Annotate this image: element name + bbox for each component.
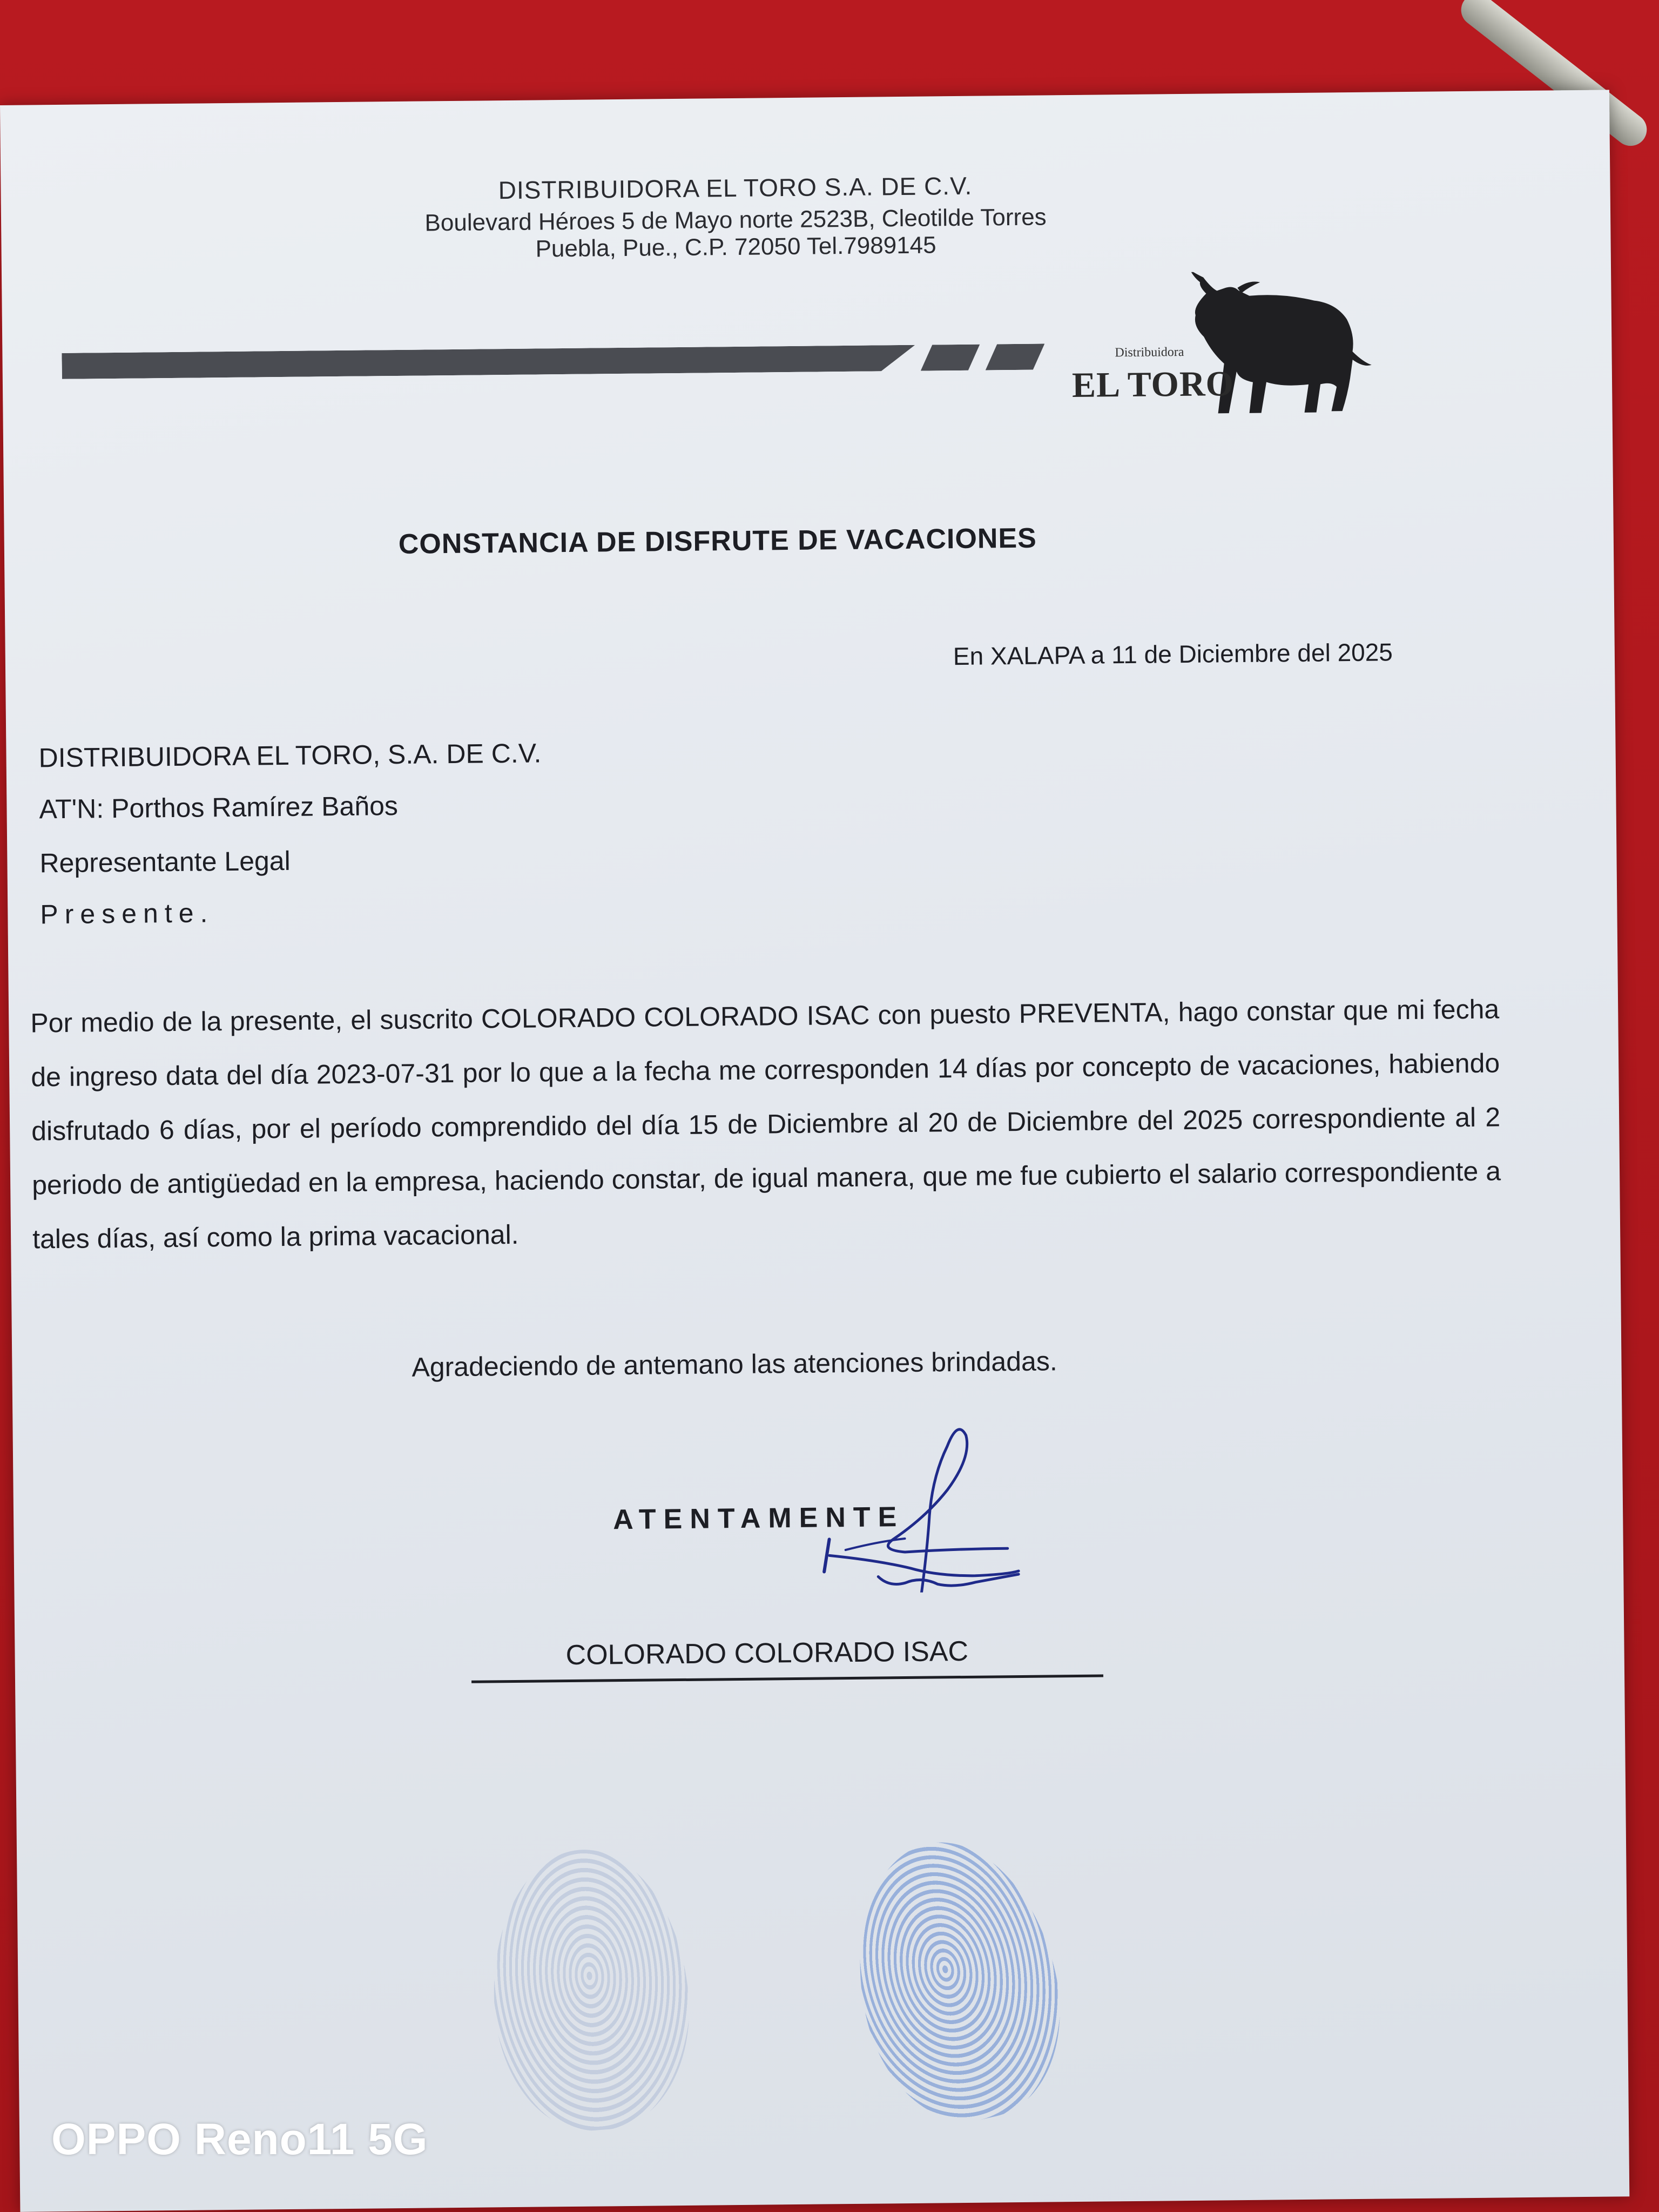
handwritten-signature: [812, 1413, 1067, 1593]
camera-watermark: OPPO Reno11 5G: [51, 2115, 428, 2164]
logo-subtitle: Distribuidora: [1115, 345, 1184, 360]
document-title: CONSTANCIA DE DISFRUTE DE VACACIONES: [398, 522, 1037, 560]
signature-line: [471, 1675, 1103, 1683]
body-paragraph: Por medio de la presente, el suscrito COLORADO COLORADO ISAC con puesto PREVENTA, hago constar que mi fecha de ingreso data del día 2023-07-31 por lo que a la fecha me corresponden 14 días por concepto de vacaciones, habiendo disfrutado 6 días, por el período comprendido del día 15 de Diciembre al 20 de Diciembre del 2025 correspondiente al 2 periodo de antigüedad en la empresa, haciendo constar, de igual manera, que me fue cubierto el salario correspondiente a tales días, así como la prima vacacional.: [30, 994, 1501, 1255]
closing-atentamente: ATENTAMENTE: [612, 1501, 905, 1536]
header-bar-segment: [985, 343, 1044, 370]
dateline: En XALAPA a 11 de Diciembre del 2025: [953, 638, 1393, 671]
recipient-company: DISTRIBUIDORA EL TORO, S.A. DE C.V.: [38, 738, 542, 773]
header-bar-segment: [920, 345, 980, 371]
letterhead-address-line2: Puebla, Pue., C.P. 72050 Tel.7989145: [535, 232, 936, 262]
recipient-greeting: Presente.: [40, 898, 214, 930]
fingerprint-right: [832, 1823, 1083, 2139]
company-logo: [1071, 271, 1375, 446]
thanks-line: Agradeciendo de antemano las atenciones brindadas.: [412, 1346, 1057, 1382]
letterhead-address-line1: Boulevard Héroes 5 de Mayo norte 2523B, Cleotilde Torres: [424, 204, 1047, 237]
document-page: [0, 90, 1629, 2211]
fingerprint-left: [482, 1842, 698, 2137]
logo-brand-text: EL TORO: [1071, 364, 1235, 405]
recipient-attn: AT'N: Porthos Ramírez Baños: [39, 790, 399, 825]
recipient-role: Representante Legal: [39, 845, 291, 879]
header-bar: [62, 345, 915, 379]
letterhead-company: DISTRIBUIDORA EL TORO S.A. DE C.V.: [498, 171, 973, 205]
signer-name: COLORADO COLORADO ISAC: [565, 1635, 969, 1671]
